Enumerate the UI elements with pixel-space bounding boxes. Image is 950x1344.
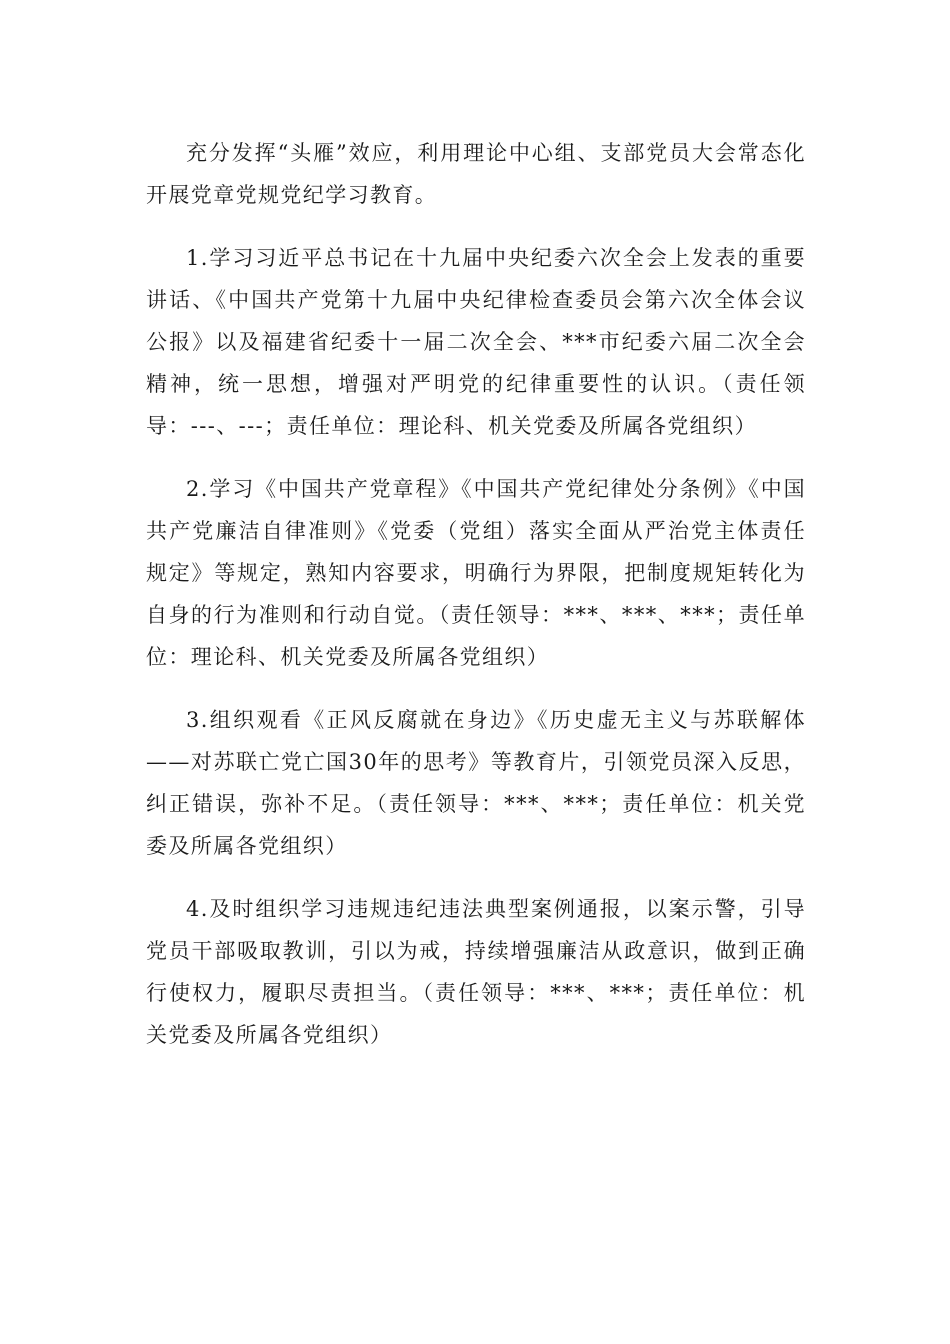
- item-3-paragraph: 3.组织观看《正风反腐就在身边》《历史虚无主义与苏联解体——对苏联亡党亡国30年的思考》等教育片，引领党员深入反思，纠正错误，弥补不足。（责任领导：***、***；责任单位：机关党委及所属各党组织）: [146, 708, 806, 858]
- item-1-paragraph: 1.学习习近平总书记在十九届中央纪委六次全会上发表的重要讲话、《中国共产党第十九届中央纪律检查委员会第六次全体会议公报》以及福建省纪委十一届二次全会、***市纪委六届二次全会精神，统一思想，增强对严明党的纪律重要性的认识。（责任领导：---、---；责任单位：理论科、机关党委及所属各党组织）: [146, 246, 806, 438]
- item-4-paragraph: 4.及时组织学习违规违纪违法典型案例通报，以案示警，引导党员干部吸取教训，引以为戒，持续增强廉洁从政意识，做到正确行使权力，履职尽责担当。（责任领导：***、***；责任单位：机关党委及所属各党组织）: [146, 897, 806, 1047]
- item-2-paragraph: 2.学习《中国共产党章程》《中国共产党纪律处分条例》《中国共产党廉洁自律准则》《党委（党组）落实全面从严治党主体责任规定》等规定，熟知内容要求，明确行为界限，把制度规矩转化为自身的行为准则和行动自觉。（责任领导：***、***、***；责任单位：理论科、机关党委及所属各党组织）: [146, 477, 806, 669]
- intro-paragraph: 充分发挥“头雁”效应，利用理论中心组、支部党员大会常态化开展党章党规党纪学习教育。: [146, 141, 806, 207]
- document-body: [146, 132, 806, 1077]
